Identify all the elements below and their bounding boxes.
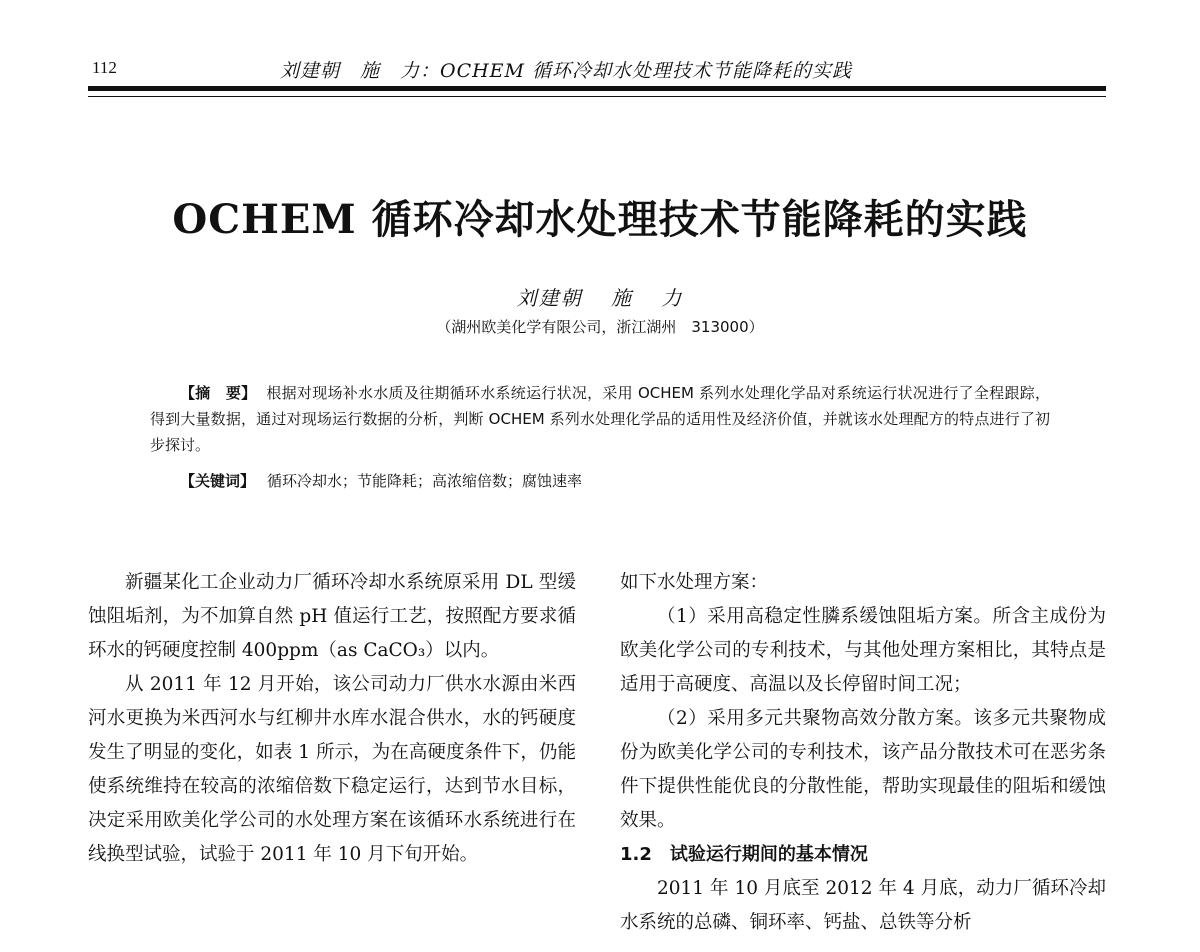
abstract-text: 根据对现场补水水质及往期循环水系统运行状况，采用 OCHEM 系列水处理化学品对系统运行状况进行了全程跟踪，得到大量数据，通过对现场运行数据的分析，判断 OCHEM 系列水处理化学品的适用性及经济价值，并就该水处理配方的特点进行了初步探讨。 bbox=[150, 384, 1050, 454]
abstract-paragraph bbox=[150, 380, 1050, 458]
authors: 刘建朝 施 力 bbox=[516, 286, 684, 310]
body-paragraph: 新疆某化工企业动力厂循环冷却水系统原采用 DL 型缓蚀阻垢剂，为不加算自然 pH 值运行工艺，按照配方要求循环水的钙硬度控制 400ppm（as CaCO₃）以内。 bbox=[88, 572, 576, 661]
body-paragraph: （1）采用高稳定性膦系缓蚀阻垢方案。所含主成份为欧美化学公司的专利技术，与其他处理方案相比，其特点是适用于高硬度、高温以及长停留时间工况； bbox=[620, 606, 1106, 695]
page-number: 112 bbox=[92, 58, 117, 77]
body-paragraph: 从 2011 年 12 月开始，该公司动力厂供水水源由米西河水更换为米西河水与红柳井水库水混合供水，水的钙硬度发生了明显的变化，如表 1 所示，为在高硬度条件下，仍能使系统维持在较高的浓缩倍数下稳定运行，达到节水目标，决定采用欧美化学公司的水处理方案在该循环水系统进行在线换型试验，试验于 2011 年 10 月下旬开始。 bbox=[88, 674, 576, 865]
left-column bbox=[88, 566, 576, 872]
body-paragraph: 2011 年 10 月底至 2012 年 4 月底，动力厂循环冷却水系统的总磷、铜环率、钙盐、总铁等分析 bbox=[620, 878, 1106, 933]
running-title: 刘建朝 施 力：OCHEM 循环冷却水处理技术节能降耗的实践 bbox=[280, 60, 853, 82]
section-number: 1.2 bbox=[620, 844, 652, 865]
abstract-label: 【摘 要】 bbox=[180, 384, 257, 402]
right-column bbox=[620, 566, 1106, 940]
header-rule-thick bbox=[88, 86, 1106, 91]
keywords bbox=[180, 470, 1060, 491]
keywords-text: 循环冷却水；节能降耗；高浓缩倍数；腐蚀速率 bbox=[267, 472, 583, 490]
keywords-label: 【关键词】 bbox=[180, 472, 256, 490]
body-paragraph: （2）采用多元共聚物高效分散方案。该多元共聚物成份为欧美化学公司的专利技术，该产品分散技术可在恶劣条件下提供性能优良的分散性能，帮助实现最佳的阻垢和缓蚀效果。 bbox=[620, 708, 1106, 831]
affiliation: （湖州欧美化学有限公司，浙江湖州 313000） bbox=[436, 318, 764, 336]
header-rule-thin bbox=[88, 96, 1106, 97]
abstract bbox=[150, 380, 1050, 458]
section-title: 试验运行期间的基本情况 bbox=[669, 844, 868, 865]
article-title: OCHEM 循环冷却水处理技术节能降耗的实践 bbox=[172, 196, 1028, 243]
section-heading bbox=[620, 838, 1106, 872]
body-paragraph: 如下水处理方案： bbox=[620, 572, 769, 593]
